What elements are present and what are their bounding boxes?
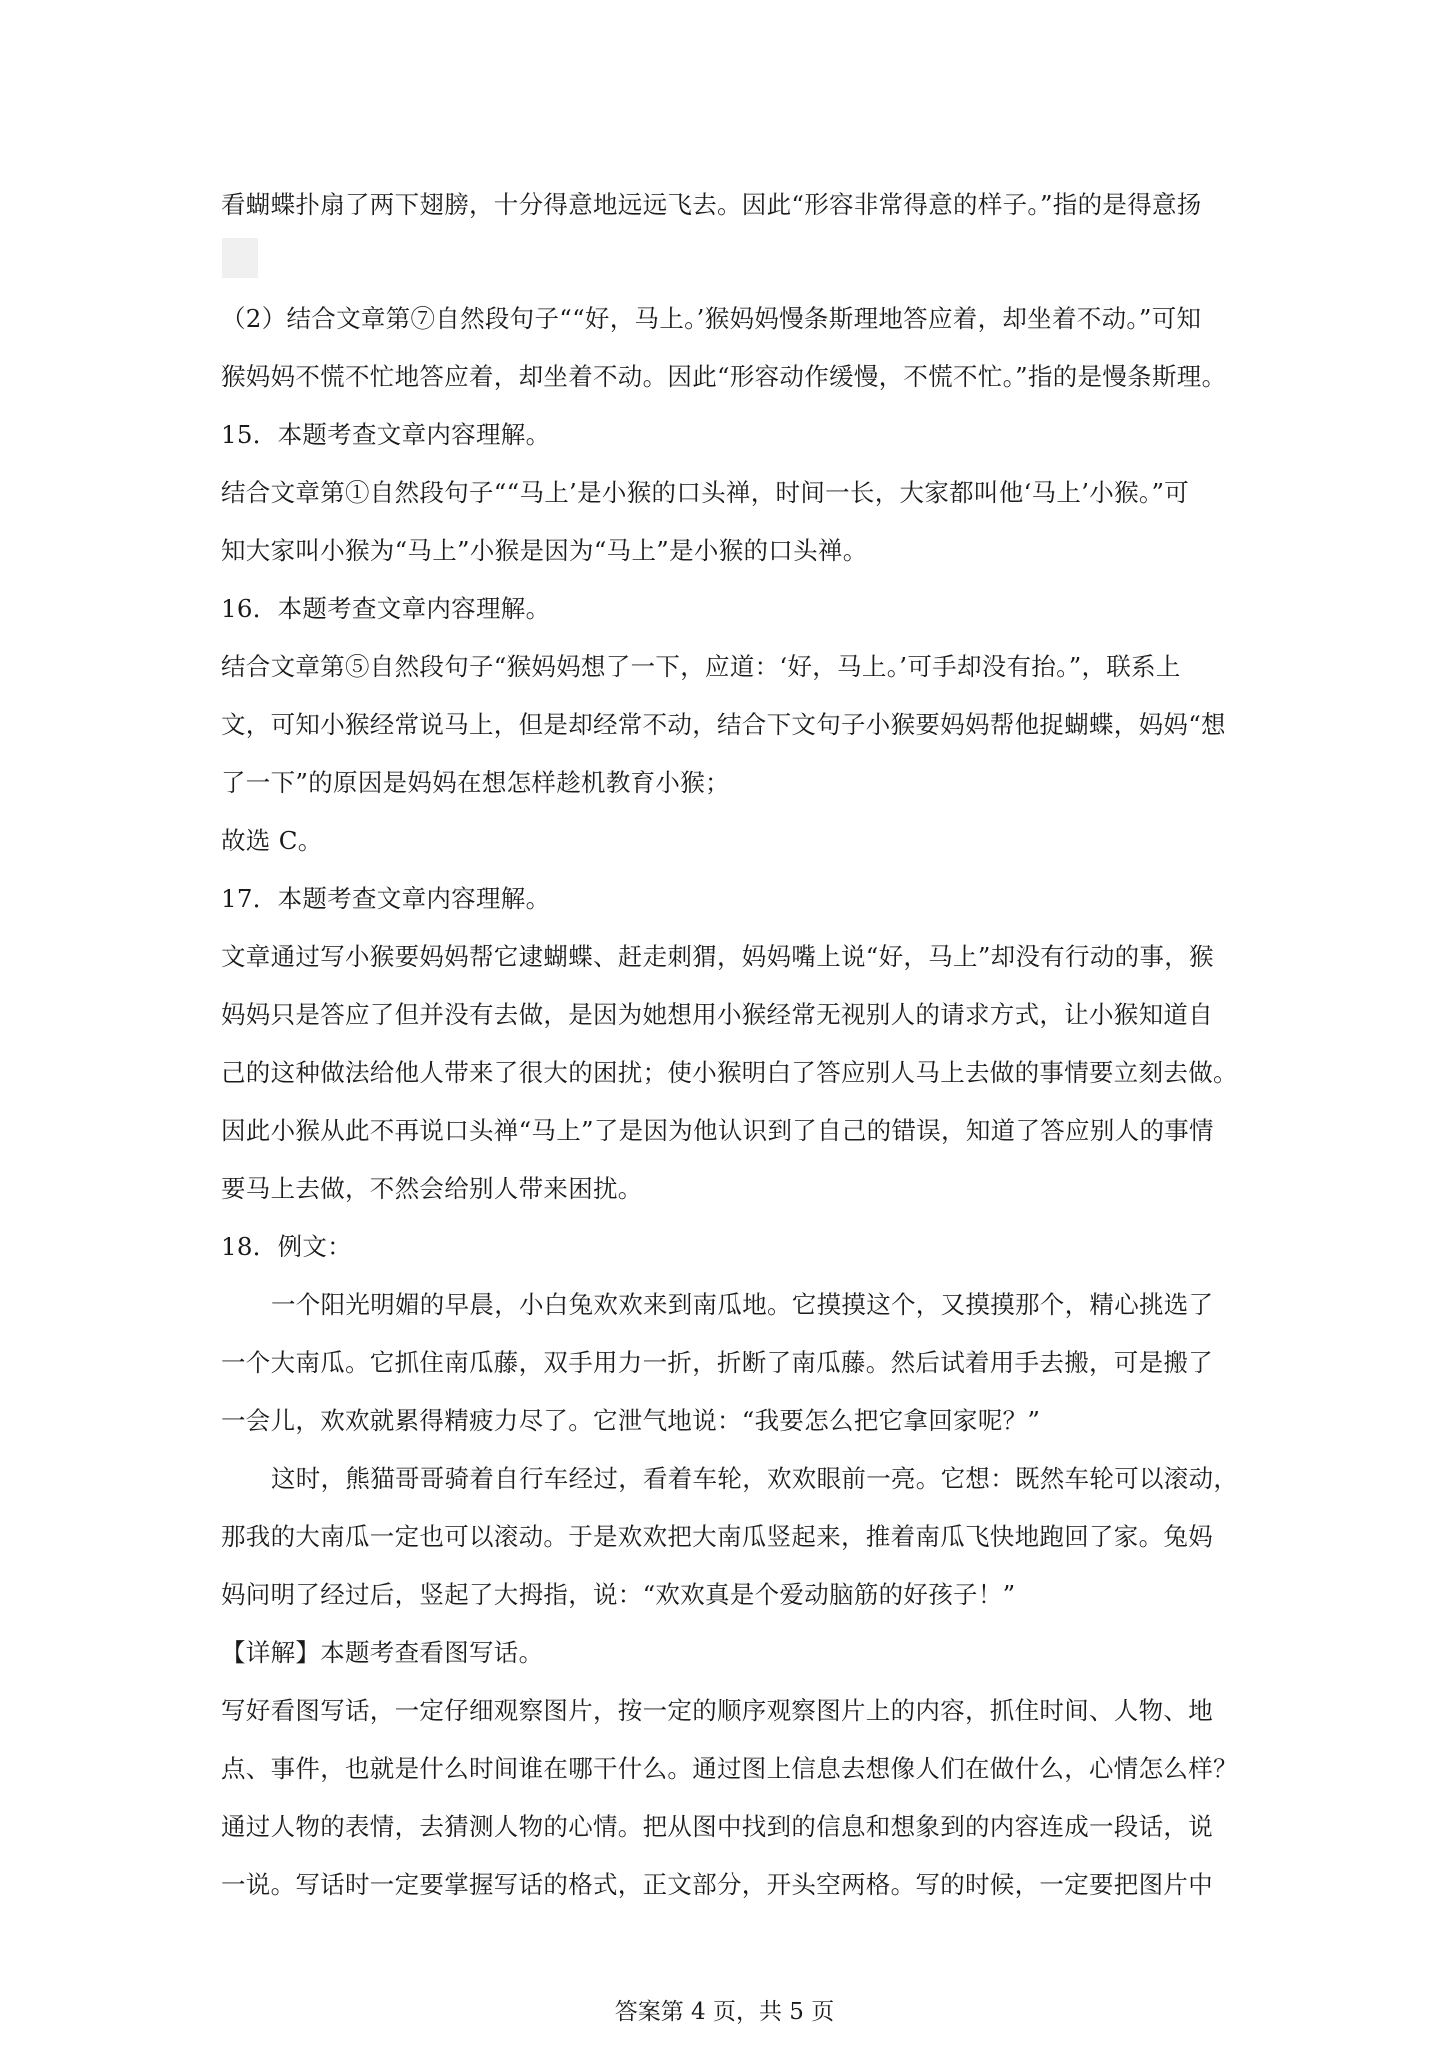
question-heading: 16．本题考查文章内容理解。 — [221, 594, 551, 623]
essay-line: 那我的大南瓜一定也可以滚动。于是欢欢把大南瓜竖起来，推着南瓜飞快地跑回了家。兔妈 — [221, 1522, 1213, 1551]
text-line: 了一下”的原因是妈妈在想怎样趁机教育小猴； — [221, 768, 730, 797]
text-line: 结合文章第⑤自然段句子“猴妈妈想了一下，应道：‘好，马上。’可手却没有抬。”，联系上 — [221, 652, 1181, 681]
text-line: 点、事件，也就是什么时间谁在哪干什么。通过图上信息去想像人们在做什么，心情怎么样？ — [221, 1754, 1238, 1783]
scan-smudge — [222, 238, 258, 278]
text-line: 通过人物的表情，去猜测人物的心情。把从图中找到的信息和想象到的内容连成一段话，说 — [221, 1812, 1213, 1841]
text-line: 看蝴蝶扑扇了两下翅膀，十分得意地远远飞去。因此“形容非常得意的样子。”指的是得意扬 — [221, 190, 1202, 219]
essay-line: 一会儿，欢欢就累得精疲力尽了。它泄气地说：“我要怎么把它拿回家呢？” — [221, 1406, 1041, 1435]
text-line: 知大家叫小猴为“马上”小猴是因为“马上”是小猴的口头禅。 — [221, 536, 868, 565]
essay-line: 这时，熊猫哥哥骑着自行车经过，看着车轮，欢欢眼前一亮。它想：既然车轮可以滚动， — [271, 1464, 1239, 1493]
text-line: 结合文章第①自然段句子““马上’是小猴的口头禅，时间一长，大家都叫他‘马上’小猴。”可 — [221, 478, 1190, 507]
text-line: 因此小猴从此不再说口头禅“马上”了是因为他认识到了自己的错误，知道了答应别人的事情 — [221, 1116, 1214, 1145]
essay-line: 妈问明了经过后，竖起了大拇指，说：“欢欢真是个爱动脑筋的好孩子！” — [221, 1580, 1016, 1609]
page-footer: 答案第 4 页，共 5 页 — [614, 1999, 835, 2025]
text-line: （2）结合文章第⑦自然段句子““好，马上。’猴妈妈慢条斯理地答应着，却坐着不动。”可知 — [221, 304, 1202, 333]
text-line: 写好看图写话，一定仔细观察图片，按一定的顺序观察图片上的内容，抓住时间、人物、地 — [221, 1696, 1213, 1725]
question-heading: 17．本题考查文章内容理解。 — [221, 884, 551, 913]
text-line: 一说。写话时一定要掌握写话的格式，正文部分，开头空两格。写的时候，一定要把图片中 — [221, 1870, 1213, 1899]
detail-heading: 【详解】本题考查看图写话。 — [221, 1638, 544, 1667]
text-line: 己的这种做法给他人带来了很大的困扰；使小猴明白了答应别人马上去做的事情要立刻去做。 — [221, 1058, 1238, 1087]
essay-line: 一个阳光明媚的早晨，小白兔欢欢来到南瓜地。它摸摸这个，又摸摸那个，精心挑选了 — [271, 1290, 1214, 1319]
text-line: 猴妈妈不慌不忙地答应着，却坐着不动。因此“形容动作缓慢，不慌不忙。”指的是慢条斯理。 — [221, 362, 1227, 391]
text-line: 文，可知小猴经常说马上，但是却经常不动，结合下文句子小猴要妈妈帮他捉蝴蝶，妈妈“想 — [221, 710, 1226, 739]
essay-line: 一个大南瓜。它抓住南瓜藤，双手用力一折，折断了南瓜藤。然后试着用手去搬，可是搬了 — [221, 1348, 1213, 1377]
question-heading: 15．本题考查文章内容理解。 — [221, 420, 551, 449]
text-line: 妈妈只是答应了但并没有去做，是因为她想用小猴经常无视别人的请求方式，让小猴知道自 — [221, 1000, 1213, 1029]
text-line: 要马上去做，不然会给别人带来困扰。 — [221, 1174, 643, 1203]
text-line: 文章通过写小猴要妈妈帮它逮蝴蝶、赶走刺猬，妈妈嘴上说“好，马上”却没有行动的事，猴 — [221, 942, 1214, 971]
question-heading: 18．例文： — [221, 1232, 352, 1261]
answer-choice: 故选 C。 — [221, 826, 323, 855]
